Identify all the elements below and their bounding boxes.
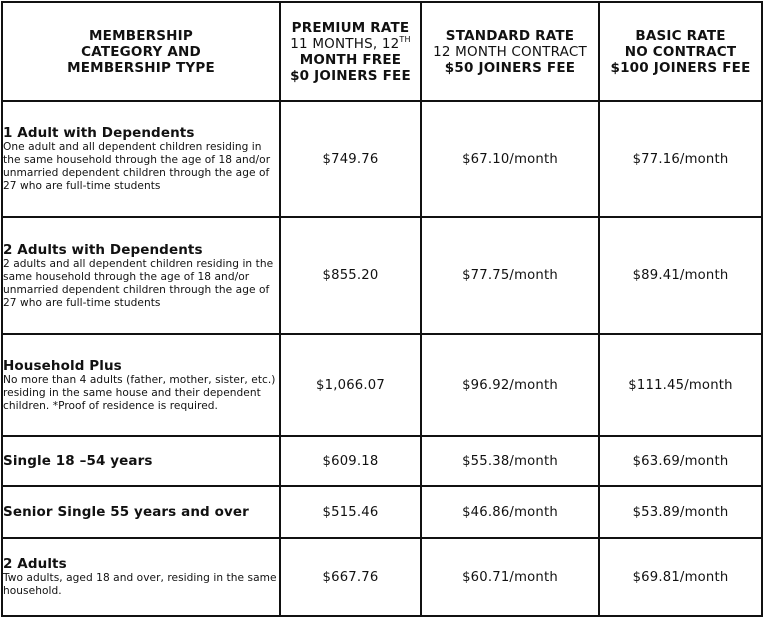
header-category-line1: MEMBERSHIP [89,27,193,44]
premium-rate-cell: $515.46 [280,486,421,538]
standard-rate-cell: $96.92/month [421,334,599,436]
membership-category-cell [2,538,280,616]
membership-category-cell [2,436,280,486]
premium-rate-cell: $855.20 [280,217,421,334]
basic-rate-cell: $111.45/month [599,334,762,436]
header-premium-title: PREMIUM RATE [291,19,410,36]
membership-type-description: 2 adults and all dependent children residing in the same household through the age of 18 and/or unmarried dependent children through the age of 27 who are full-time students [3,257,274,309]
standard-rate-cell: $60.71/month [421,538,599,616]
header-basic-rate [599,2,762,101]
header-category-line3: MEMBERSHIP TYPE [67,59,215,76]
basic-rate-cell: $89.41/month [599,217,762,334]
membership-type-description: No more than 4 adults (father, mother, sister, etc.) residing in the same house and their dependent children. *Proof of residence is required. [3,373,276,412]
membership-type-description: Two adults, aged 18 and over, residing in the same household. [3,572,277,597]
table-row [2,538,762,616]
table-row [2,217,762,334]
membership-category-cell [2,101,280,217]
basic-rate-cell: $53.89/month [599,486,762,538]
header-premium-months-sup: TH [399,34,411,44]
header-standard-contract: 12 MONTH CONTRACT [433,43,587,60]
header-premium-rate [280,2,421,101]
header-standard-title: STANDARD RATE [445,27,575,44]
table-row [2,436,762,486]
membership-type-title: 2 Adults with Dependents [3,241,203,258]
membership-type-title: 1 Adult with Dependents [3,125,195,141]
standard-rate-cell: $55.38/month [421,436,599,486]
membership-category-cell [2,486,280,538]
header-basic-title: BASIC RATE [635,27,726,44]
membership-type-title: Household Plus [3,357,122,374]
table-row [2,486,762,538]
table-row [2,101,762,217]
table-row [2,334,762,436]
membership-type-title: Senior Single 55 years and over [3,504,249,520]
basic-rate-cell: $69.81/month [599,538,762,616]
header-basic-contract: NO CONTRACT [624,43,737,60]
basic-rate-cell: $63.69/month [599,436,762,486]
header-basic-fee: $100 JOINERS FEE [610,59,751,76]
membership-type-title: 2 Adults [3,556,67,572]
header-premium-fee: $0 JOINERS FEE [290,67,411,84]
header-standard-rate [421,2,599,101]
header-membership-category [2,2,280,101]
standard-rate-cell: $67.10/month [421,101,599,217]
header-premium-months-text: 11 MONTHS, 12 [290,35,400,52]
premium-rate-cell: $749.76 [280,101,421,217]
header-row [2,2,762,101]
membership-rates-table [1,1,763,617]
header-standard-fee: $50 JOINERS FEE [444,59,576,76]
standard-rate-cell: $46.86/month [421,486,599,538]
header-category-line2: CATEGORY AND [81,43,201,60]
standard-rate-cell: $77.75/month [421,217,599,334]
basic-rate-cell: $77.16/month [599,101,762,217]
header-premium-months-line2: MONTH FREE [299,51,402,68]
premium-rate-cell: $667.76 [280,538,421,616]
membership-category-cell [2,334,280,436]
premium-rate-cell: $609.18 [280,436,421,486]
membership-category-cell [2,217,280,334]
membership-type-description: One adult and all dependent children residing in the same household through the age of 18 and/or unmarried dependent children through the age of 27 who are full-time students [3,141,271,192]
membership-type-title: Single 18 –54 years [3,453,153,469]
premium-rate-cell: $1,066.07 [280,334,421,436]
header-premium-months [281,36,420,52]
